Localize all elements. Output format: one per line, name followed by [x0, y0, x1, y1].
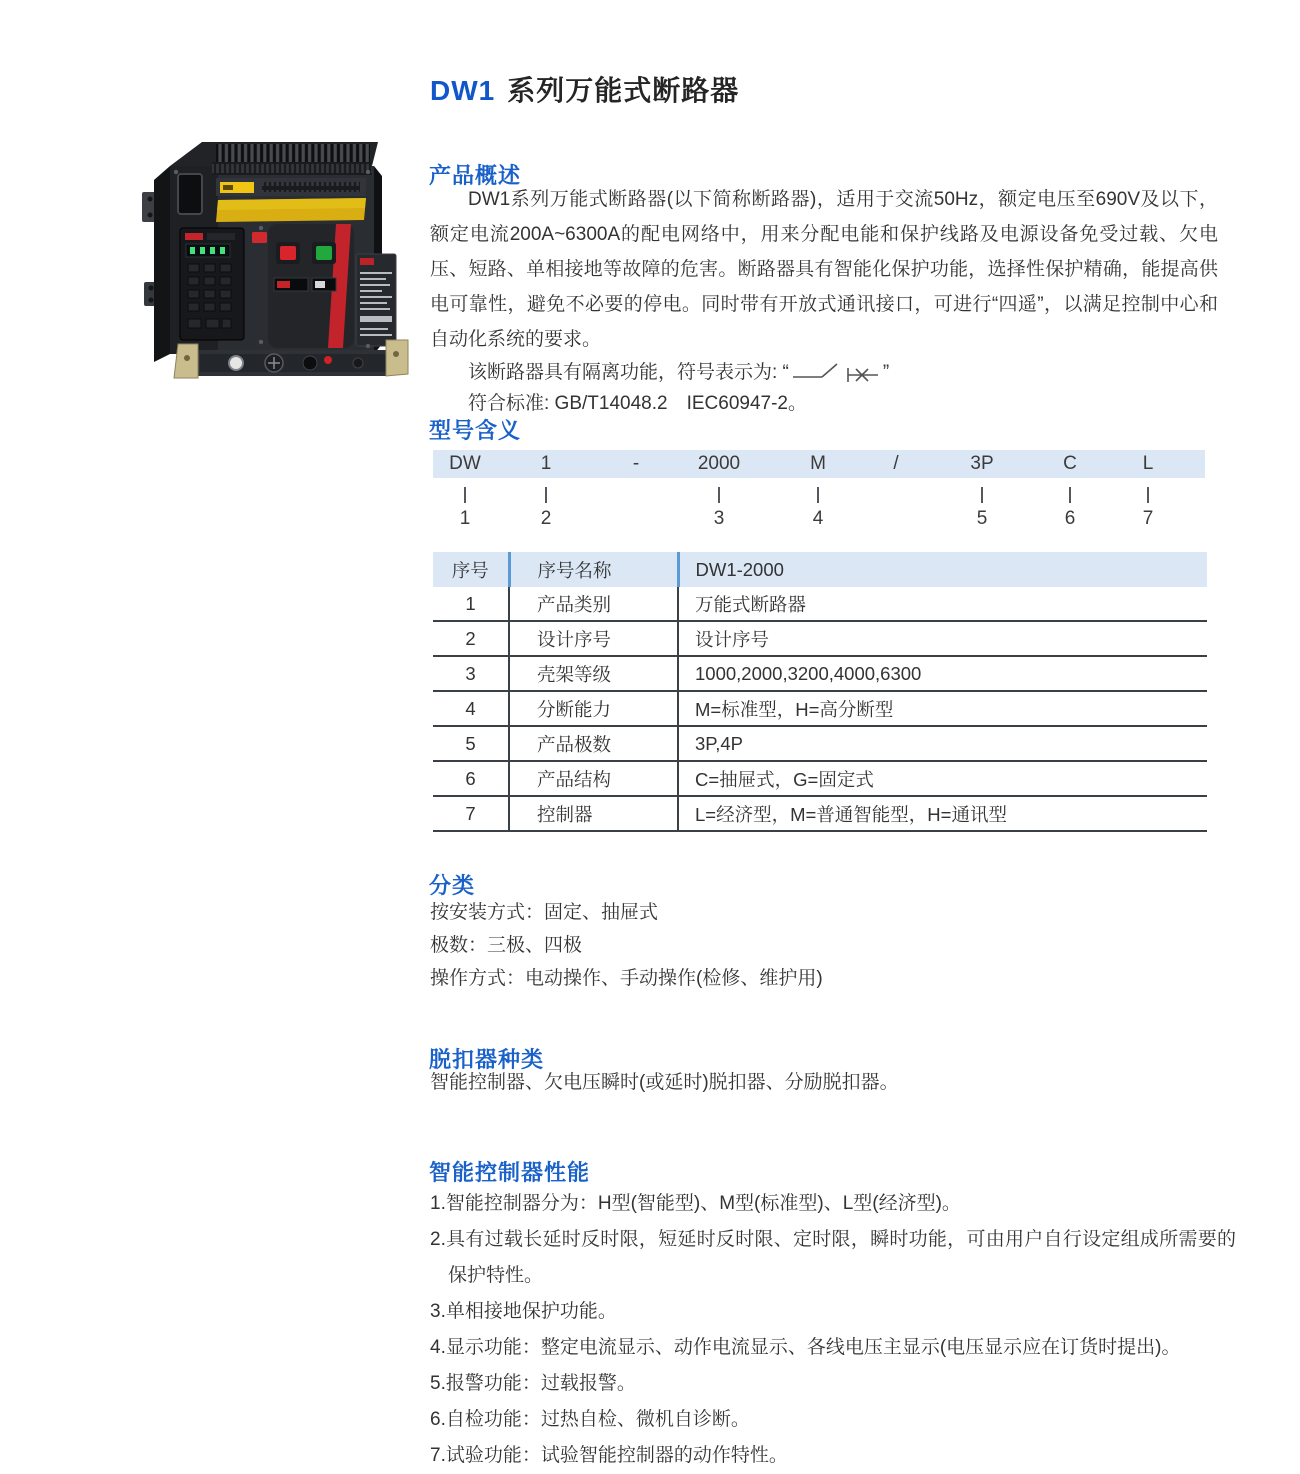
model-code-part: C: [1063, 453, 1077, 474]
cell-value: C=抽屉式，G=固定式: [678, 761, 1207, 796]
table-row: [433, 796, 1207, 831]
position-number: 1: [459, 508, 471, 529]
isolation-symbol-icon: [792, 361, 880, 383]
list-item: 5.报警功能：过载报警。: [430, 1373, 636, 1394]
position-number: 4: [812, 508, 824, 529]
cell-value: 设计序号: [678, 621, 1207, 656]
list-item: 3.单相接地保护功能。: [430, 1301, 617, 1322]
table-row: [433, 726, 1207, 761]
tick-mark: [817, 487, 819, 503]
cell-index: 1: [433, 587, 509, 621]
table-row: [433, 587, 1207, 621]
cell-index: 5: [433, 726, 509, 761]
model-code-part: L: [1142, 453, 1154, 474]
model-spec-table: [433, 552, 1207, 832]
cell-value: 万能式断路器: [678, 587, 1207, 621]
overview-body: [430, 182, 1218, 419]
table-header-row: [433, 552, 1207, 587]
series-name: 系列万能式断路器: [507, 74, 740, 106]
cell-index: 6: [433, 761, 509, 796]
cell-name: 分断能力: [509, 691, 678, 726]
model-code-part: DW: [449, 453, 481, 474]
cell-index: 2: [433, 621, 509, 656]
position-number: 7: [1142, 508, 1154, 529]
classification-line: 操作方式：电动操作、手动操作(检修、维护用): [430, 968, 823, 989]
cell-name: 控制器: [509, 796, 678, 831]
list-item: 4.显示功能：整定电流显示、动作电流显示、各线电压主显示(电压显示应在订货时提出)。: [430, 1337, 1181, 1358]
cell-name: 产品类别: [509, 587, 678, 621]
isolation-suffix: ”: [882, 362, 890, 383]
model-code-part: 1: [540, 453, 552, 474]
list-item: 6.自检功能：过热自检、微机自诊断。: [430, 1409, 750, 1430]
cell-name: 设计序号: [509, 621, 678, 656]
model-code-part: 2000: [697, 453, 741, 474]
section-heading-classification: 分类: [429, 873, 476, 899]
tick-mark: [1147, 487, 1149, 503]
cell-index: 4: [433, 691, 509, 726]
table-row: [433, 656, 1207, 691]
model-code-part: 3P: [970, 453, 994, 474]
isolation-line: [430, 357, 1218, 388]
standards-line: 符合标准: GB/T14048.2 IEC60947-2。: [468, 393, 807, 414]
tick-mark: [1069, 487, 1071, 503]
col-header-model: DW1-2000: [678, 552, 1207, 587]
cell-name: 壳架等级: [509, 656, 678, 691]
section-heading-trip-units: 脱扣器种类: [429, 1047, 545, 1073]
overview-paragraph: DW1系列万能式断路器(以下简称断路器)，适用于交流50Hz，额定电压至690V及以下，额定电流200A~6300A的配电网络中，用来分配电能和保护线路及电源设备免受过载、欠电压、短路、单相接地等故障的危害。断路器具有智能化保护功能，选择性保护精确，能提高供电可靠性，避免不必要的停电。同时带有开放式通讯接口，可进行“四遥”，以满足控制中心和自动化系统的要求。: [430, 189, 1218, 350]
list-item: 7.试验功能：试验智能控制器的动作特性。: [430, 1445, 788, 1466]
position-number: 2: [540, 508, 552, 529]
section-heading-overview: 产品概述: [429, 163, 522, 189]
tick-mark: [981, 487, 983, 503]
model-code-part: /: [893, 453, 899, 474]
col-header-index: 序号: [433, 552, 509, 587]
classification-line: 极数：三极、四极: [430, 935, 583, 956]
cell-name: 产品极数: [509, 726, 678, 761]
model-code-banner: [433, 450, 1205, 478]
cell-value: L=经济型，M=普通智能型，H=通讯型: [678, 796, 1207, 831]
cell-value: 3P,4P: [678, 726, 1207, 761]
circuit-breaker-photo-icon: [140, 136, 410, 386]
isolation-prefix: 该断路器具有隔离功能，符号表示为: “: [468, 362, 789, 383]
cell-value: 1000,2000,3200,4000,6300: [678, 656, 1207, 691]
product-photo: [140, 136, 410, 386]
position-number: 5: [976, 508, 988, 529]
section-heading-controller: 智能控制器性能: [429, 1160, 591, 1186]
cell-index: 3: [433, 656, 509, 691]
cell-value: M=标准型，H=高分断型: [678, 691, 1207, 726]
controller-feature-list: [430, 1186, 1236, 1474]
table-row: [433, 691, 1207, 726]
tick-mark: [718, 487, 720, 503]
position-number: 3: [713, 508, 725, 529]
tick-mark: [545, 487, 547, 503]
position-number: 6: [1064, 508, 1076, 529]
col-header-name: 序号名称: [509, 552, 678, 587]
tick-mark: [464, 487, 466, 503]
page-title: [430, 69, 739, 109]
classification-line: 按安装方式：固定、抽屉式: [430, 902, 659, 923]
section-heading-model: 型号含义: [429, 418, 522, 444]
table-row: [433, 761, 1207, 796]
classification-lines: [430, 896, 1130, 995]
trip-units-text: 智能控制器、欠电压瞬时(或延时)脱扣器、分励脱扣器。: [430, 1072, 899, 1093]
model-code-part: M: [810, 453, 826, 474]
list-item: 1.智能控制器分为：H型(智能型)、M型(标准型)、L型(经济型)。: [430, 1193, 961, 1214]
model-code-diagram: [433, 450, 1205, 536]
list-item: 2.具有过载长延时反时限，短延时反时限、定时限，瞬时功能，可由用户自行设定组成所需要的保护特性。: [430, 1229, 1236, 1286]
model-code-part: -: [632, 453, 640, 474]
series-code: DW1: [430, 74, 496, 106]
cell-index: 7: [433, 796, 509, 831]
cell-name: 产品结构: [509, 761, 678, 796]
table-row: [433, 621, 1207, 656]
